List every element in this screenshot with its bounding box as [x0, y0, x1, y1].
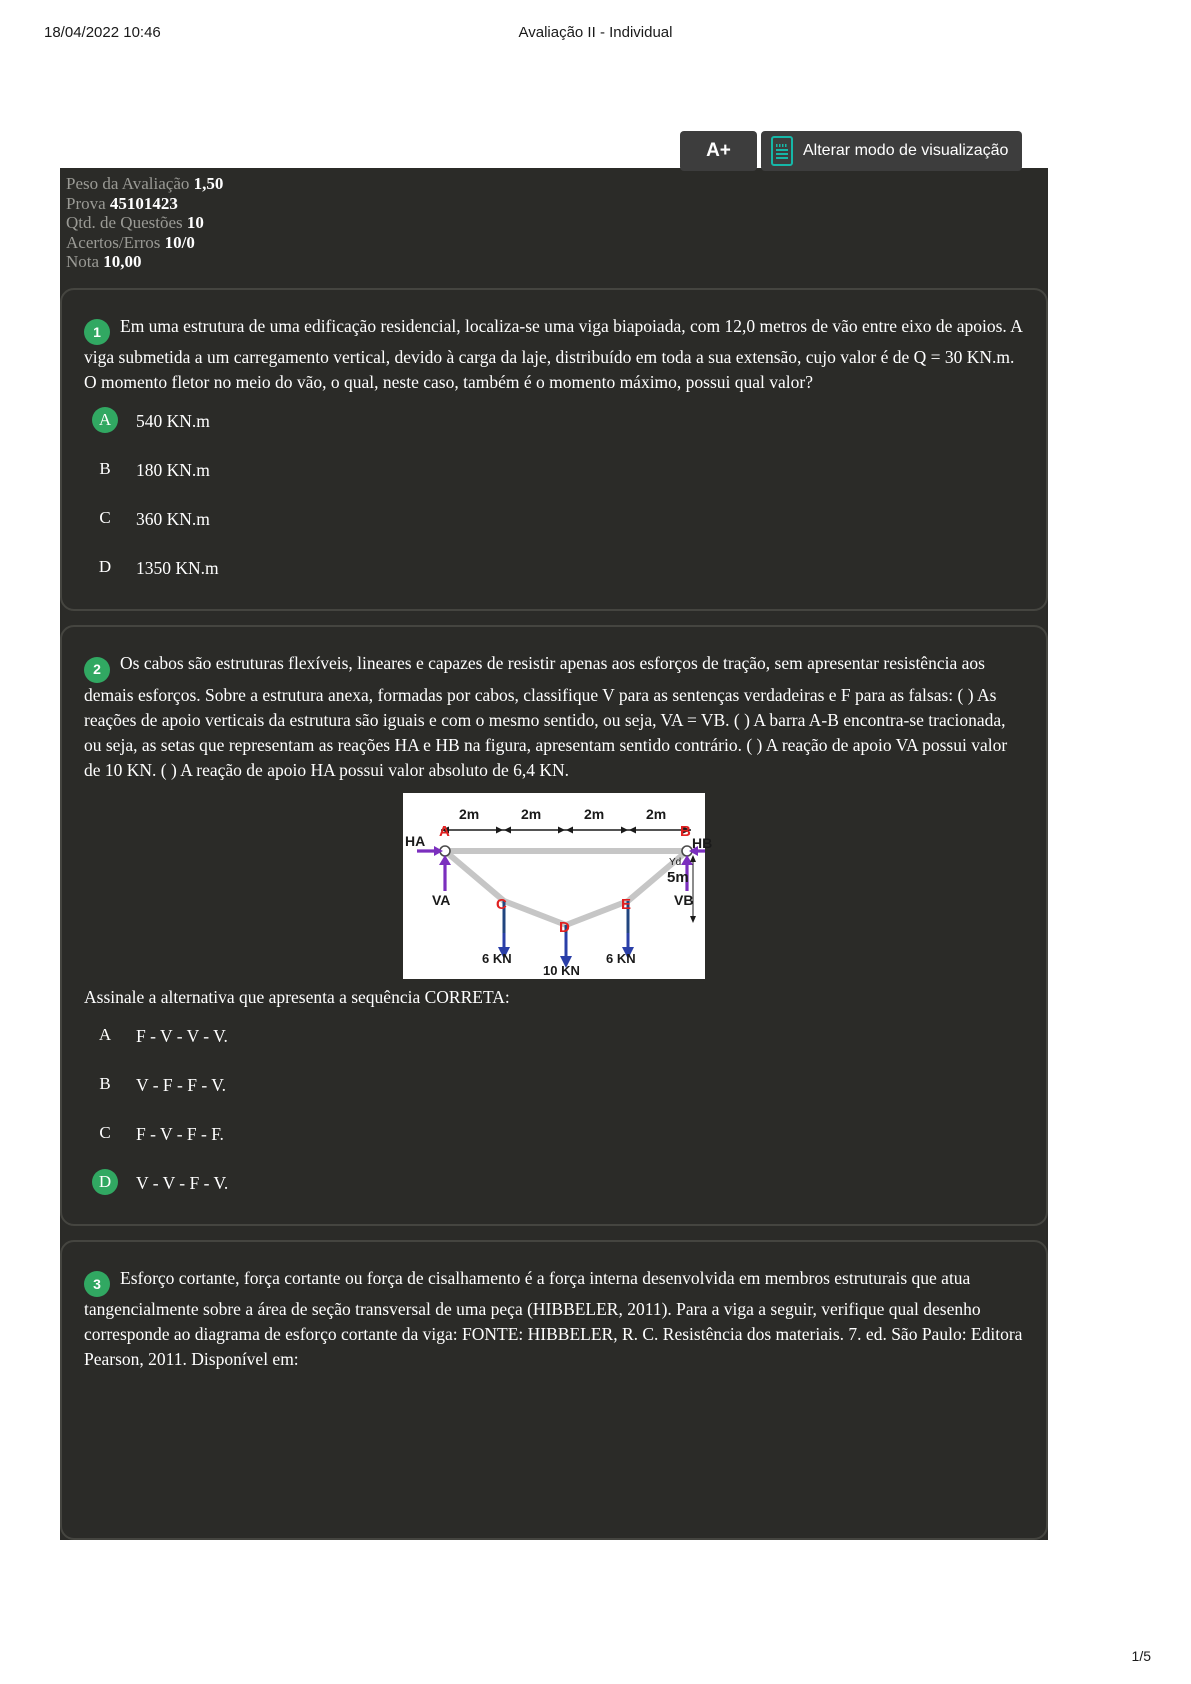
meta-value-nota: 10,00: [103, 252, 142, 271]
question-2-figure-wrap: [84, 793, 1024, 979]
figure-node-b: B: [680, 822, 691, 840]
alternative-1-d[interactable]: [84, 554, 1024, 581]
question-2-text: Os cabos são estruturas flexíveis, lineares e capazes de resistir apenas aos esforços de tração, sem apresentar resistência aos demais esforços. Sobre a estrutura anexa, formadas por cabos, classifique V para as sentenças verdadeiras e F para as falsas: ( ) As reações de apoio verticais da estrutura são iguais e com o mesmo sentido, ou seja, VA = VB. ( ) A barra A-B encontra-se tracionada, ou seja, as setas que representam as reações HA e HB na figura, apresentam sentido contrário. ( ) A reação de apoio VA possui valor de 10 KN. ( ) A reação de apoio HA possui valor absoluto de 6,4 KN.: [84, 653, 1008, 780]
question-1-text: Em uma estrutura de uma edificação residencial, localiza-se uma viga biapoiada, com 12,0 metros de vão entre eixo de apoios. A viga submetida a um carregamento vertical, devido à carga da laje, distribuído em toda a sua extensão, cujo valor é de Q = 30 KN.m. O momento fletor no meio do vão, o qual, neste caso, também é o momento máximo, possui qual valor?: [84, 315, 1022, 392]
figure-load-mid: 10 KN: [543, 962, 580, 978]
meta-label-qtd: Qtd. de Questões: [66, 213, 183, 232]
alternative-1-a-text: 540 KN.m: [136, 411, 210, 431]
alternative-1-c[interactable]: [84, 505, 1024, 532]
alternative-2-a[interactable]: [84, 1022, 1024, 1049]
alternative-2-c[interactable]: [84, 1120, 1024, 1147]
alternative-2-a-text: F - V - V - V.: [136, 1025, 228, 1046]
meta-row-peso: [66, 174, 1048, 194]
figure-node-e: E: [621, 895, 632, 913]
meta-row-acertos: [66, 233, 1048, 253]
increase-font-button[interactable]: A+: [680, 131, 757, 171]
document-view-icon: [771, 136, 793, 166]
figure-load-left: 6 KN: [482, 950, 512, 966]
figure-span-1: 2m: [459, 805, 480, 822]
alternative-2-b-text: V - F - F - V.: [136, 1074, 226, 1095]
question-2-number: 2: [84, 657, 110, 683]
alternative-1-d-text: 1350 KN.m: [136, 558, 219, 578]
alternative-2-d-text: V - V - F - V.: [136, 1172, 229, 1193]
meta-row-qtd: [66, 213, 1048, 233]
meta-value-acertos: 10/0: [164, 232, 195, 252]
change-view-mode-label: Alterar modo de visualização: [803, 142, 1009, 159]
question-card-2: [60, 625, 1048, 1226]
meta-label-acertos: Acertos/Erros: [66, 232, 161, 252]
figure-reaction-ha: HA: [405, 832, 426, 849]
alternative-2-c-key: C: [99, 1122, 111, 1142]
question-card-3: [60, 1240, 1048, 1540]
print-title: Avaliação II - Individual: [518, 24, 673, 41]
figure-node-a: A: [439, 822, 450, 840]
figure-reaction-va: VA: [432, 891, 451, 908]
alternative-1-b-text: 180 KN.m: [136, 460, 210, 480]
change-view-mode-button[interactable]: [761, 131, 1022, 171]
alternative-1-a[interactable]: [84, 407, 1024, 434]
alternative-1-c-key: C: [99, 508, 111, 527]
question-1-number: 1: [84, 319, 110, 345]
figure-height-label: Yd: [669, 856, 682, 868]
question-3-number: 3: [84, 1271, 110, 1297]
figure-reaction-hb: HB: [692, 834, 713, 851]
figure-span-4: 2m: [646, 805, 667, 822]
figure-reaction-vb: VB: [674, 891, 694, 908]
alternative-2-b[interactable]: [84, 1071, 1024, 1098]
meta-value-prova: 45101423: [109, 193, 178, 213]
figure-span-3: 2m: [584, 805, 605, 822]
print-date: 18/04/2022 10:46: [44, 24, 161, 41]
meta-value-qtd: 10: [186, 213, 204, 232]
alternative-2-d-key: D: [92, 1169, 118, 1195]
meta-row-nota: [66, 252, 1048, 272]
print-header: [0, 24, 1191, 48]
meta-label-peso: Peso da Avaliação: [66, 174, 190, 193]
question-2-body: [84, 651, 1024, 783]
figure-height-value: 5m: [667, 868, 689, 886]
meta-label-prova: Prova: [66, 193, 106, 213]
alternative-2-a-key: A: [98, 1024, 112, 1044]
question-2-prompt: Assinale a alternativa que apresenta a sequência CORRETA:: [84, 986, 510, 1007]
question-1-alternatives: [84, 407, 1024, 581]
alternative-2-c-text: F - V - F - F.: [136, 1123, 224, 1144]
figure-span-2: 2m: [521, 805, 542, 822]
alternative-1-d-key: D: [98, 557, 112, 576]
question-2-alternatives: [84, 1022, 1024, 1196]
figure-node-c: C: [496, 895, 507, 913]
figure-load-right: 6 KN: [606, 950, 636, 966]
view-toolbar: [680, 131, 1022, 171]
page-indicator: 1/5: [1131, 1648, 1151, 1664]
alternative-2-d[interactable]: [84, 1169, 1024, 1196]
assessment-sheet: [60, 168, 1048, 1540]
meta-label-nota: Nota: [66, 252, 100, 271]
assessment-meta: [60, 168, 1048, 280]
alternative-1-b-key: B: [99, 459, 111, 478]
question-3-body: [84, 1266, 1024, 1373]
figure-node-d: D: [559, 918, 570, 936]
question-3-text: Esforço cortante, força cortante ou força de cisalhamento é a força interna desenvolvida em membros estruturais que atua tangencialmente sobre a área de seção transversal de uma peça (HIBBELER, 2011). Para a viga a seguir, verifique qual desenho corresponde ao diagrama de esforço cortante da viga: FONTE: HIBBELER, R. C. Resistência dos materiais. 7. ed. São Paulo: Editora Pearson, 2011. Disponível em:: [84, 1267, 1023, 1369]
cable-structure-diagram: [403, 793, 713, 979]
meta-value-peso: 1,50: [193, 174, 224, 193]
alternative-1-c-text: 360 KN.m: [136, 509, 210, 529]
meta-row-prova: [66, 194, 1048, 214]
question-1-body: [84, 314, 1024, 396]
alternative-1-a-key: A: [92, 407, 118, 433]
alternative-2-b-key: B: [99, 1073, 111, 1093]
alternative-1-b[interactable]: [84, 456, 1024, 483]
question-card-1: [60, 288, 1048, 612]
